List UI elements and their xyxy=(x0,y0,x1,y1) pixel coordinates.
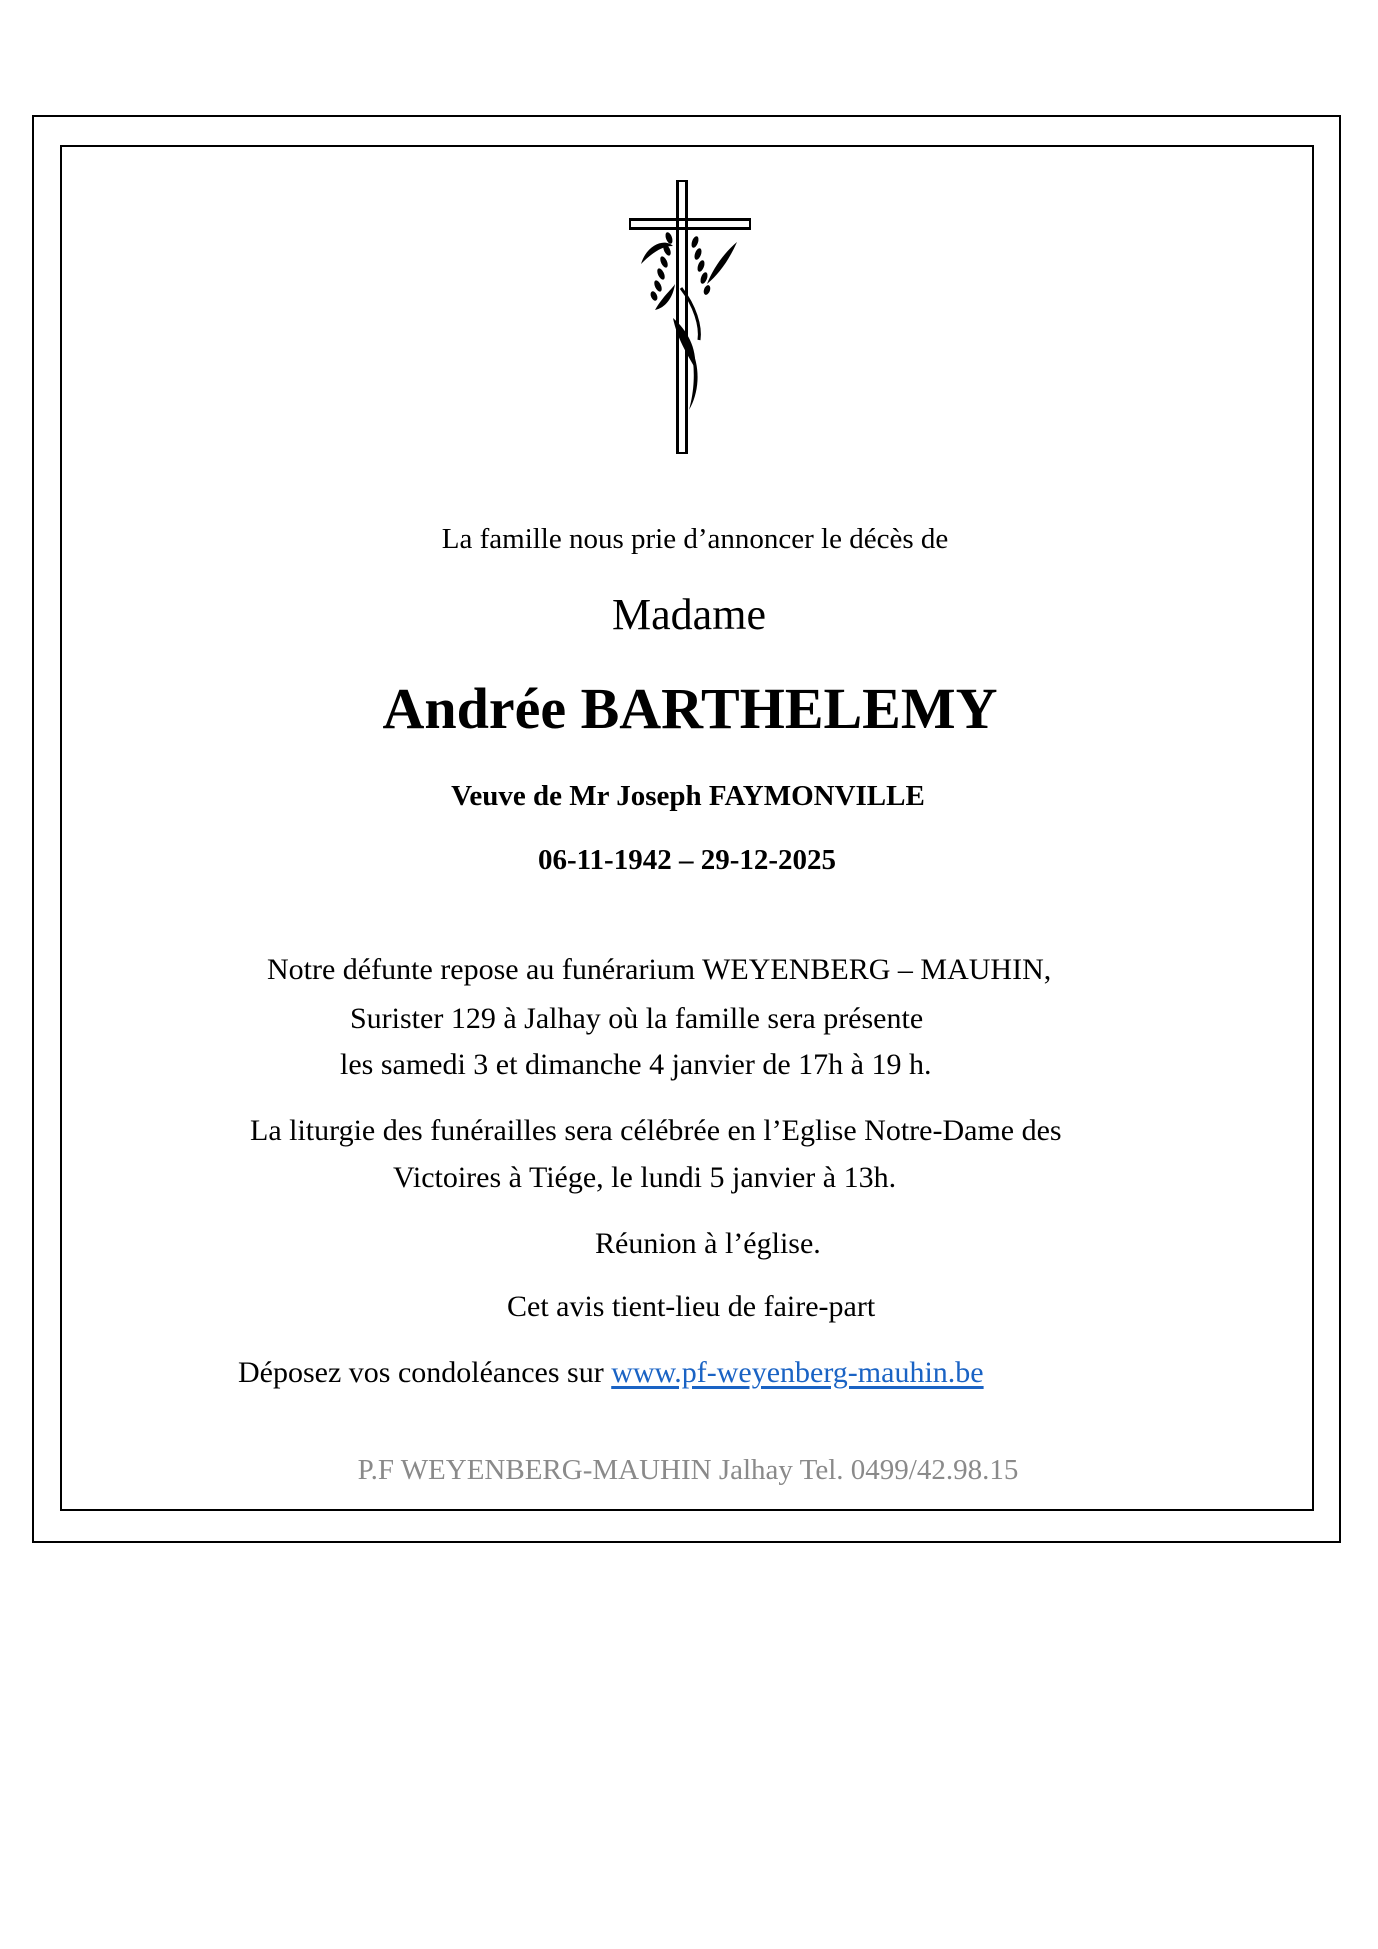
visiting-hours-line: les samedi 3 et dimanche 4 janvier de 17h à 19 h. xyxy=(340,1048,932,1081)
address-line: Surister 129 à Jalhay où la famille sera présente xyxy=(350,1002,924,1035)
condolences-prefix: Déposez vos condoléances sur xyxy=(238,1356,612,1389)
notice-line: Cet avis tient-lieu de faire-part xyxy=(507,1290,876,1323)
cross-with-wheat-icon xyxy=(625,178,755,456)
liturgy-line: La liturgie des funérailles sera célébrée en l’Eglise Notre-Dame des xyxy=(250,1114,1062,1147)
funerarium-line: Notre défunte repose au funérarium WEYENBERG – MAUHIN, xyxy=(267,953,1052,986)
liturgy-date-line: Victoires à Tiége, le lundi 5 janvier à 13h. xyxy=(393,1161,897,1194)
condolences-line xyxy=(238,1358,984,1388)
life-dates: 06-11-1942 – 29-12-2025 xyxy=(537,844,837,876)
intro-text: La famille nous prie d’annoncer le décès de xyxy=(441,523,949,555)
deceased-name: Andrée BARTHELEMY xyxy=(382,676,998,741)
footer-contact: P.F WEYENBERG-MAUHIN Jalhay Tel. 0499/42.98.15 xyxy=(357,1454,1019,1486)
honorific: Madame xyxy=(612,590,766,639)
condolences-link[interactable]: www.pf-weyenberg-mauhin.be xyxy=(611,1356,984,1389)
spouse-line: Veuve de Mr Joseph FAYMONVILLE xyxy=(451,780,925,812)
meeting-line: Réunion à l’église. xyxy=(595,1227,821,1260)
